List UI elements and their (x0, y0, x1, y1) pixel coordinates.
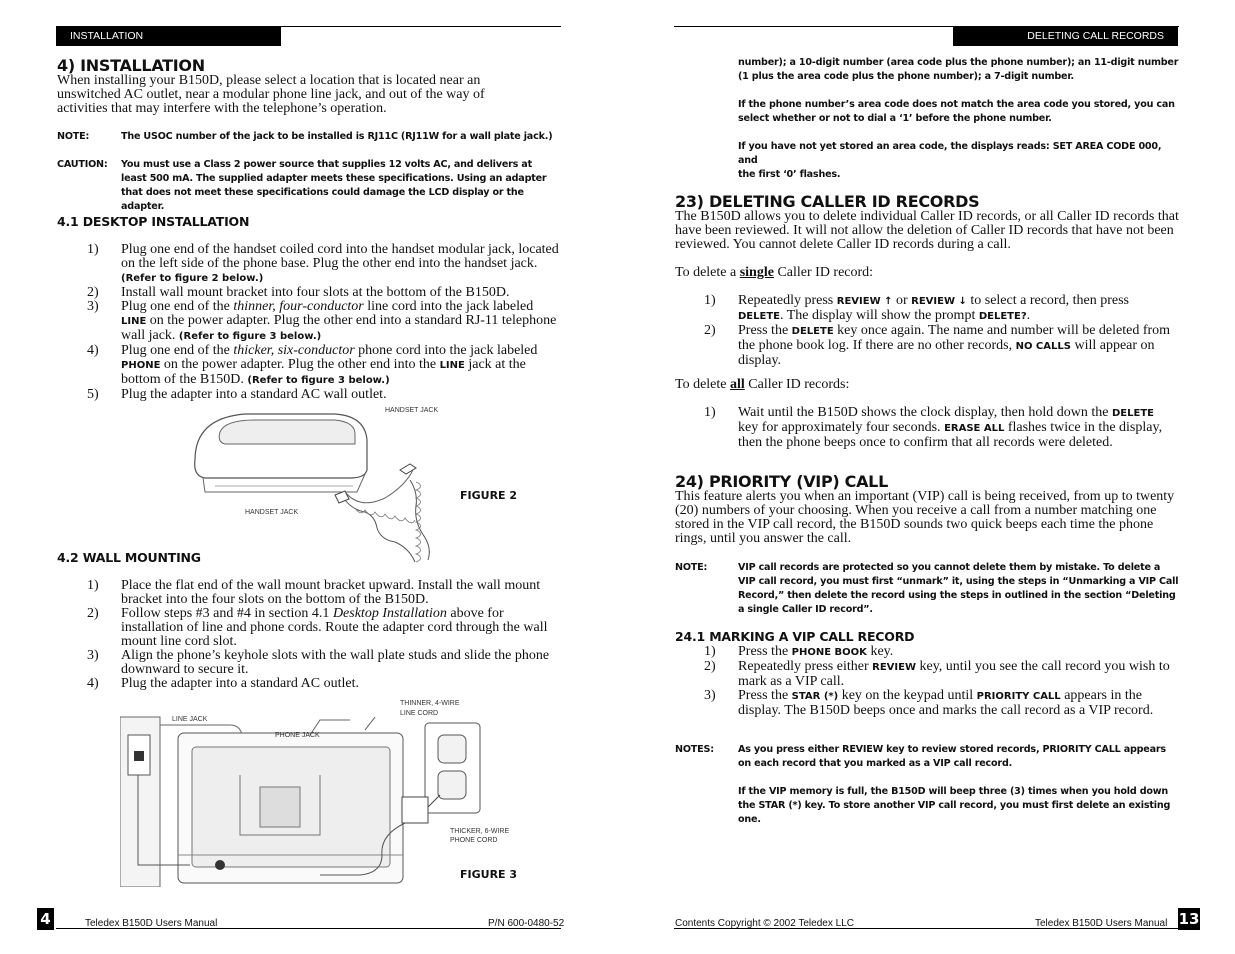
vip-notes-label: NOTES: (675, 744, 714, 755)
marking-vip-step: 3) Press the STAR (*) key on the keypad until PRIORITY CALL appears in the display. The B150D beeps once and marks the call record as a VIP record. (704, 688, 1154, 718)
vip-note-label: NOTE: (675, 562, 708, 573)
delete-single-step: 2) Press the DELETE key once again. The name and number will be deleted from the phone book log. If there are no other records, NO CALLS will appear on display. (704, 323, 1171, 368)
delete-single-steps (704, 294, 1174, 368)
delete-single-step: 1) Repeatedly press REVIEW ↑ or REVIEW ↓ to select a record, then press DELETE. The display will show the prompt DELETE?. (704, 293, 1129, 323)
priority-intro: This feature alerts you when an important (VIP) call is being received, from up to twenty (20) numbers of your choosing. When you receive a call from a number matching one stored in the VIP call record, the B150D sounds two quick beeps each time the phone rings, until you answer the call. (675, 489, 1175, 546)
deleting-intro: The B150D allows you to delete individual Caller ID records, or all Caller ID records that have been reviewed. It will not allow the deletion of Caller ID records that have not been reviewed. You cannot delete Caller ID records during a call. (675, 209, 1179, 252)
right-header-text: DELETING CALL RECORDS (1027, 30, 1164, 42)
deleting-title: 23) DELETING CALLER ID RECORDS (675, 192, 980, 211)
marking-vip-step: 2) Repeatedly press either REVIEW key, until you see the call record you wish to mark as a VIP call. (704, 659, 1170, 689)
left-header-tab (56, 26, 281, 46)
continued-text (738, 56, 1183, 182)
right-page-number: 13 (1178, 910, 1200, 928)
continued-line: select whether or not to dial a ‘1’ before the phone number. (738, 113, 1052, 124)
desktop-step: 4) Plug one end of the thicker, six-conductor phone cord into the jack labeled PHONE on the power adapter. Plug the other end into the LINE jack at the bottom of the B150D. (Refer to figure 3 below.) (87, 343, 538, 387)
continued-line: the first ‘0’ flashes. (738, 169, 841, 180)
wall-step: 1) Place the flat end of the wall mount bracket upward. Install the wall mount bracket into the four slots on the bottom of the B150D. (87, 578, 541, 607)
left-header-text: INSTALLATION (70, 30, 144, 42)
delete-single-lead: To delete a single Caller ID record: (675, 265, 874, 280)
wall-step: 2) Follow steps #3 and #4 in section 4.1 Desktop Installation above for installation of line and phone cords. Route the adapter cord through the wall mount line cord slot. (87, 606, 548, 649)
vip-note-text: VIP call records are protected so you cannot delete them by mistake. To delete a VIP call record, you must first “unmark” it, using the steps in “Unmarking a VIP Call Record,” then delete the record using the steps in outlined in the section “Deleting a single Caller ID record”. (738, 562, 1179, 615)
note-text: The USOC number of the jack to be installed is RJ11C (RJ11W for a wall plate jack.) (121, 131, 553, 142)
desktop-step: 3) Plug one end of the thinner, four-conductor line cord into the jack labeled LINE on the power adapter. Plug the other end into a standard RJ-11 telephone wall jack. (Refer to figure 3 below.) (87, 299, 557, 343)
wall-step: 3) Align the phone’s keyhole slots with the wall plate studs and slide the phone downward to secure it. (87, 648, 550, 677)
delete-all-step: 1) Wait until the B150D shows the clock display, then hold down the DELETE key for approximately four seconds. ERASE ALL flashes twice in the display, then the phone beeps once to confirm that all records were deleted. (704, 405, 1163, 450)
caution-label: CAUTION: (57, 159, 108, 170)
marking-vip-step: 1) Press the PHONE BOOK key. (704, 644, 894, 659)
delete-all-lead: To delete all Caller ID records: (675, 377, 850, 392)
continued-line: (1 plus the area code plus the phone number); a 7-digit number. (738, 71, 1074, 82)
wall-steps (87, 579, 562, 691)
installation-title: 4) INSTALLATION (57, 56, 205, 75)
desktop-step: 2) Install wall mount bracket into four slots at the bottom of the B150D. (87, 285, 510, 300)
right-header-tab (953, 26, 1178, 46)
left-page-number: 4 (37, 908, 54, 930)
desktop-step: 5) Plug the adapter into a standard AC wall outlet. (87, 387, 387, 402)
desktop-steps (87, 243, 562, 402)
continued-line: If the phone number’s area code does not match the area code you stored, you can (738, 99, 1175, 110)
figure-3-thick-cord-label-2: PHONE CORD (450, 837, 498, 844)
figure-3-line-jack-label: LINE JACK (172, 716, 208, 723)
note-label: NOTE: (57, 131, 90, 142)
left-footer-title: Teledex B150D Users Manual (85, 918, 218, 929)
figure-2-handset-jack-top: HANDSET JACK (385, 407, 439, 414)
vip-notes-text-2: If the VIP memory is full, the B150D will beep three (3) times when you hold down the STAR (*) key. To store another VIP call record, you must first delete an existing one. (738, 786, 1171, 825)
figure-3-thin-cord-label-2: LINE CORD (400, 710, 439, 717)
desktop-step: 1) Plug one end of the handset coiled cord into the handset modular jack, located on the left side of the phone base. Plug the other end into the handset jack. (Refer to figure 2 below.) (87, 242, 559, 284)
wall-step: 4) Plug the adapter into a standard AC outlet. (87, 676, 359, 691)
figure-3-thick-cord-label-1: THICKER, 6-WIRE (450, 828, 510, 835)
figure-3-caption: FIGURE 3 (460, 868, 518, 881)
continued-line: number); a 10-digit number (area code plus the phone number); an 11-digit number (738, 57, 1179, 68)
figure-2-caption: FIGURE 2 (460, 489, 518, 502)
left-footer-part-number: P/N 600-0480-52 (488, 918, 565, 929)
figure-3-phone-jack-label: PHONE JACK (275, 732, 320, 739)
figure-3-illustration (120, 695, 520, 887)
marking-vip-steps (704, 645, 1174, 718)
installation-intro: When installing your B150D, please select a location that is located near an unswitched AC outlet, near a modular phone line jack, and out of the way of activities that may interfere with the telephone’s operation. (57, 73, 485, 116)
right-footer-title: Teledex B150D Users Manual (1035, 918, 1168, 929)
caution-text: You must use a Class 2 power source that supplies 12 volts AC, and delivers at least 500 mA. The supplied adapter meets these specifications. Using an adapter that does not meet these specifications could damage the LCD display or the adapter. (121, 159, 547, 212)
marking-vip-title: 24.1 MARKING A VIP CALL RECORD (675, 629, 915, 644)
right-footer-copyright: Contents Copyright © 2002 Teledex LLC (675, 918, 854, 929)
figure-2-handset-jack-bottom: HANDSET JACK (245, 509, 299, 516)
delete-all-steps (704, 406, 1174, 450)
desktop-installation-title: 4.1 DESKTOP INSTALLATION (57, 214, 250, 229)
figure-2-illustration (185, 400, 455, 565)
priority-title: 24) PRIORITY (VIP) CALL (675, 472, 888, 491)
wall-mounting-title: 4.2 WALL MOUNTING (57, 550, 201, 565)
vip-notes-text-1: As you press either REVIEW key to review stored records, PRIORITY CALL appears on each record that you marked as a VIP call record. (738, 744, 1166, 769)
figure-3-thin-cord-label-1: THINNER, 4-WIRE (400, 700, 460, 707)
continued-line: If you have not yet stored an area code, the displays reads: SET AREA CODE 000, and (738, 141, 1162, 166)
